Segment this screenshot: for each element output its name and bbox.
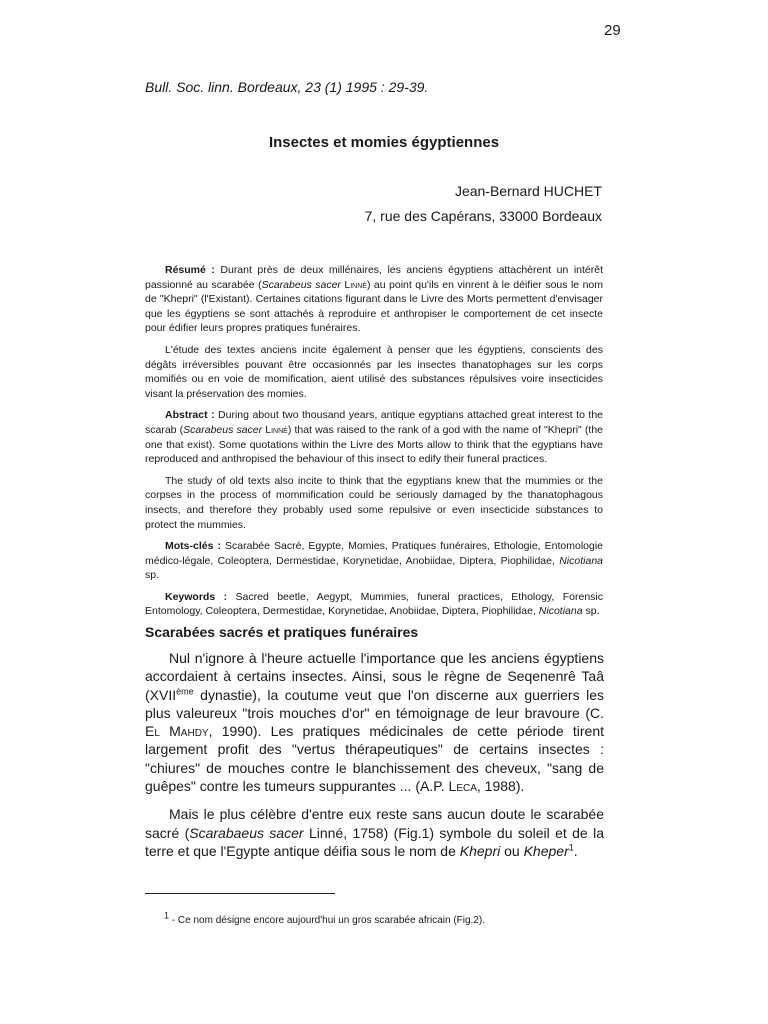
footnote-text: - Ce nom désigne encore aujourd'hui un gros scarabée africain (Fig.2). <box>169 915 485 926</box>
section-heading: Scarabées sacrés et pratiques funéraires <box>145 624 419 640</box>
mots-cles-text: Scarabée Sacré, Egypte, Momies, Pratiques funéraires, Ethologie, Entomologie médico-légale, Coleoptera, Dermestidae, Korynetidae, Anobiidae, Diptera, Piophilidae, <box>145 540 604 567</box>
keywords-label: Keywords : <box>165 590 228 603</box>
body-text-run: , 1988). <box>476 778 525 795</box>
body-paragraph-1 <box>145 649 604 795</box>
mots-cles-paragraph <box>145 539 603 583</box>
resume-text: ) au point qu'ils en vinrent à le déifier sous le nom de "Khepri" (l'Existant). Certaines citations figurant dans le Livre des Morts permettent d'envisager que les égyptiens se sont attachés à reproduire et anthropiser le comportement de cet insecte pour édifier leurs propres pratiques funéraires. <box>145 278 603 335</box>
abstract-text: ) that was raised to the rank of a god with the name of "Khepri" (the one that exist). Some quotations within the Livre des Morts allow to think that the egyptians have reproduced and anthropised the behaviour of this insect to edify their funeral practices. <box>145 423 603 466</box>
footnote-divider <box>145 893 335 894</box>
species-name: Scarabeus sacer <box>183 423 263 436</box>
abstract-paragraph-2: The study of old texts also incite to think that the egyptians knew that the mummies or the corpses in the process of mommification could be seriously damaged by the thanatophagous insects, and therefore they probably used some repulsive or even insecticide substances to protect the mummies. <box>145 474 603 531</box>
deity-name: Kheper <box>523 842 569 859</box>
footnote-marker: 1 <box>164 910 170 921</box>
author-name: Jean-Bernard HUCHET <box>454 183 602 199</box>
keywords-paragraph <box>145 590 603 619</box>
superscript: ème <box>176 685 194 696</box>
resume-paragraph-2: L'étude des textes anciens incite également à penser que les égyptiens, conscients des dégâts irréversibles pouvant être occasionnés par les insectes thanatophages sur les corps momifiés ou en voie de momification, aient utilisé des substances répulsives voire insecticides visant la préservation des momies. <box>145 343 603 400</box>
species-name: Scarabaeus sacer <box>189 824 304 841</box>
article-title: Insectes et momies égyptiennes <box>268 134 500 151</box>
abstract-block <box>145 263 603 626</box>
mots-cles-label: Mots-clés : <box>165 540 221 553</box>
species-authority: Linné <box>340 278 367 291</box>
abstract-label: Abstract : <box>165 409 215 422</box>
body-paragraph-2 <box>145 805 604 860</box>
body-text-run: Nul n'ignore à l'heure actuelle l'importance que les anciens égyptiens accordaient à certains insectes. Ainsi, sous le règne de Seqenenrê Taâ (XVII <box>145 650 604 703</box>
deity-name: Khepri <box>459 842 501 859</box>
species-authority: Linné <box>262 423 288 436</box>
keywords-text: Sacred beetle, Aegypt, Mummies, funeral practices, Ethology, Forensic Entomology, Coleoptera, Dermestidae, Korynetidae, Anobiidae, Diptera, Piophilidae, <box>145 590 603 618</box>
resume-label: Résumé : <box>165 264 215 276</box>
footnote-reference: 1 <box>568 842 574 853</box>
footnote <box>164 910 485 926</box>
genus-name: Nicotiana <box>538 605 583 618</box>
cited-author: El Mahdy <box>145 723 209 740</box>
body-text-run: Linné, 1758) (Fig.1) symbole du soleil et de la terre et que l'Egypte antique déifia sous le nom de <box>145 824 604 859</box>
cited-author: Leca <box>448 778 477 795</box>
page-number: 29 <box>604 22 621 39</box>
author-address: 7, rue des Capérans, 33000 Bordeaux <box>364 208 602 224</box>
journal-citation: Bull. Soc. linn. Bordeaux, 23 (1) 1995 : 29-39. <box>145 79 429 95</box>
keywords-text: sp. <box>582 605 600 618</box>
species-name: Scarabeus sacer <box>261 278 341 291</box>
body-text-run: Mais le plus célèbre d'entre eux reste sans aucun doute le scarabée sacré ( <box>145 806 604 841</box>
body-text-run: ou <box>500 842 524 859</box>
abstract-text: During about two thousand years, antique egyptians attached great interest to the scarab ( <box>145 409 604 436</box>
genus-name: Nicotiana <box>559 554 603 567</box>
mots-cles-text: sp. <box>145 569 160 582</box>
abstract-paragraph-1 <box>145 408 603 466</box>
body-text-run: , 1990). Les pratiques médicinales de cette période tirent largement profit des "vertus thérapeutiques" de certains insectes : "chiures" de mouches contre le blanchissement des cheveux, "sang de guêpes" contre les tumeurs suppurantes ... (A.P. <box>145 723 604 795</box>
body-text <box>145 649 604 870</box>
body-text-run: . <box>573 842 578 859</box>
body-text-run: dynastie), la coutume veut que l'on discerne aux guerriers les plus valeureux "trois mouches d'or" en témoignage de leur bravoure (C. <box>145 686 604 721</box>
resume-text: Durant près de deux millénaires, les anciens égyptiens attachèrent un intérêt passionné au scarabée ( <box>145 264 604 291</box>
resume-paragraph-1 <box>145 263 603 336</box>
